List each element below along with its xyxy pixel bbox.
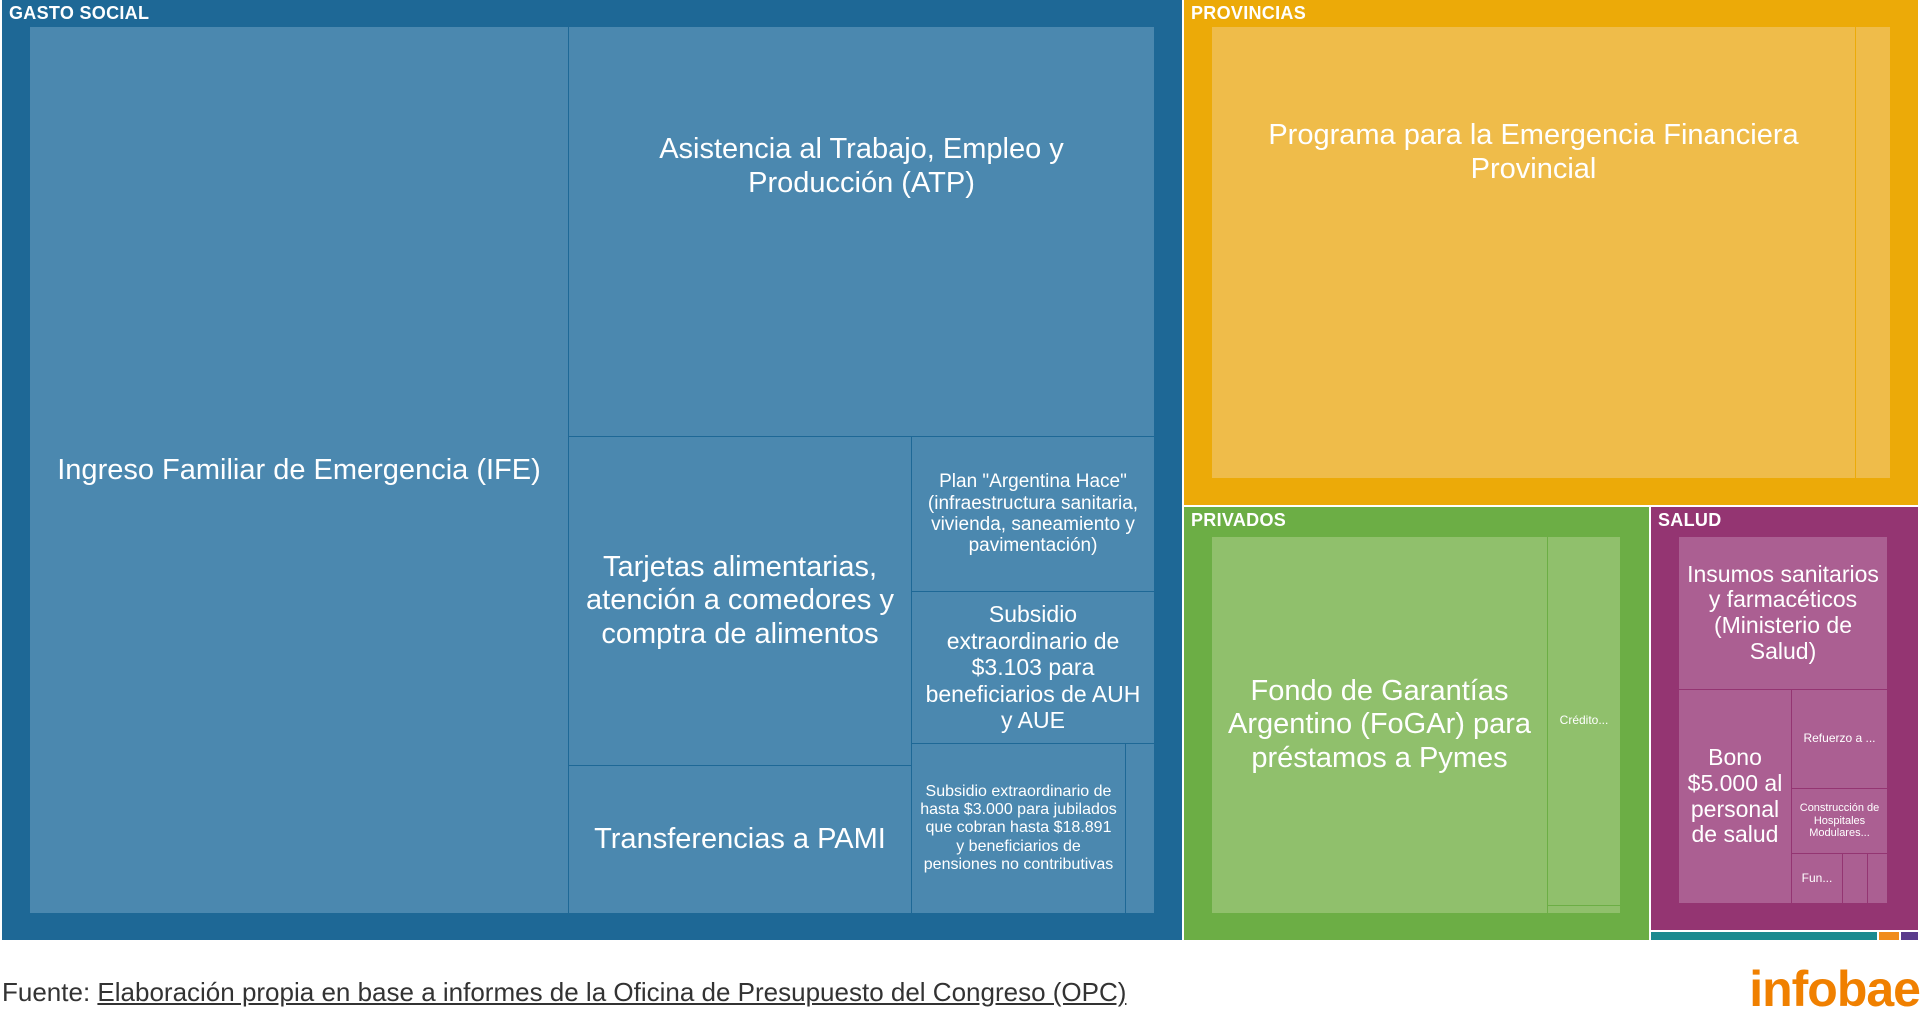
group-label-salud: SALUD <box>1658 510 1722 530</box>
footer-source <box>2 977 1126 1008</box>
tile-label-pami: Transferencias a PAMI <box>594 822 886 855</box>
tile-salud-small-2[interactable] <box>1868 854 1887 903</box>
tile-label-atp: Asistencia al Trabajo, Empleo y Producción (ATP) <box>659 133 1064 199</box>
group-purple-clipped <box>1901 932 1918 940</box>
group-label-provincias: PROVINCIAS <box>1191 3 1307 23</box>
tile-subsidio-auh[interactable] <box>912 592 1154 743</box>
tile-credito[interactable] <box>1548 537 1620 905</box>
tile-pami[interactable] <box>569 766 911 913</box>
tile-fun[interactable] <box>1792 854 1842 903</box>
infobae-logo[interactable]: infobae <box>1749 961 1920 1017</box>
tile-label-ife: Ingreso Familiar de Emergencia (IFE) <box>57 453 541 486</box>
tile-tarjetas-alimentarias[interactable] <box>569 437 911 765</box>
tile-label-refuerzo: Refuerzo a ... <box>1803 731 1876 746</box>
tile-label-credito: Crédito... <box>1559 713 1609 728</box>
footer-source-link[interactable]: Elaboración propia en base a informes de la Oficina de Presupuesto del Congreso (OPC) <box>97 977 1127 1007</box>
footer-source-prefix: Fuente: <box>2 977 98 1007</box>
tile-bono-personal-salud[interactable] <box>1679 690 1791 903</box>
tile-label-insumos-sanitarios: Insumos sanitarios y farmacéticos (Ministerio de Salud) <box>1687 560 1879 664</box>
tile-label-hospitales-modulares: Construcción de Hospitales Modulares... <box>1799 802 1880 840</box>
tile-label-subsidio-auh: Subsidio extraordinario de $3.103 para beneficiarios de AUH y AUE <box>925 601 1141 734</box>
group-label-gasto-social: GASTO SOCIAL <box>9 3 150 23</box>
tile-subsidio-jubilados[interactable] <box>912 744 1125 913</box>
tile-provincias-small[interactable] <box>1856 27 1890 478</box>
tile-refuerzo[interactable] <box>1792 690 1887 788</box>
tile-emergencia-financiera[interactable] <box>1212 27 1855 478</box>
tile-label-fogar: Fondo de Garantías Argentino (FoGAr) para préstamos a Pymes <box>1227 674 1531 774</box>
tile-atp[interactable] <box>569 27 1154 436</box>
group-teal-clipped <box>1651 932 1877 940</box>
tile-label-emergencia-financiera: Programa para la Emergencia Financiera Provincial <box>1268 119 1799 185</box>
tile-label-subsidio-jubilados: Subsidio extraordinario de hasta $3.000 para jubilados que cobran hasta $18.891 y beneficiarios de pensiones no contributivas <box>920 782 1117 874</box>
tile-salud-small-1[interactable] <box>1843 854 1867 903</box>
tile-gasto-social-small[interactable] <box>1126 744 1154 913</box>
tile-label-argentina-hace: Plan "Argentina Hace" (infraestructura sanitaria, vivienda, saneamiento y pavimentación) <box>927 471 1139 557</box>
tile-hospitales-modulares[interactable] <box>1792 789 1887 853</box>
group-label-privados: PRIVADOS <box>1191 510 1287 530</box>
tile-label-tarjetas-alimentarias: Tarjetas alimentarias, atención a comedores y comptra de alimentos <box>586 550 894 650</box>
tile-argentina-hace[interactable] <box>912 437 1154 591</box>
tile-ife[interactable] <box>30 27 568 913</box>
tile-insumos-sanitarios[interactable] <box>1679 537 1887 689</box>
tile-fogar[interactable] <box>1212 537 1547 913</box>
group-orange-clipped <box>1879 932 1899 940</box>
tile-label-fun: Fun... <box>1801 870 1833 885</box>
tile-privados-small[interactable] <box>1548 906 1620 913</box>
tile-label-bono-personal-salud: Bono $5.000 al personal de salud <box>1687 744 1783 848</box>
